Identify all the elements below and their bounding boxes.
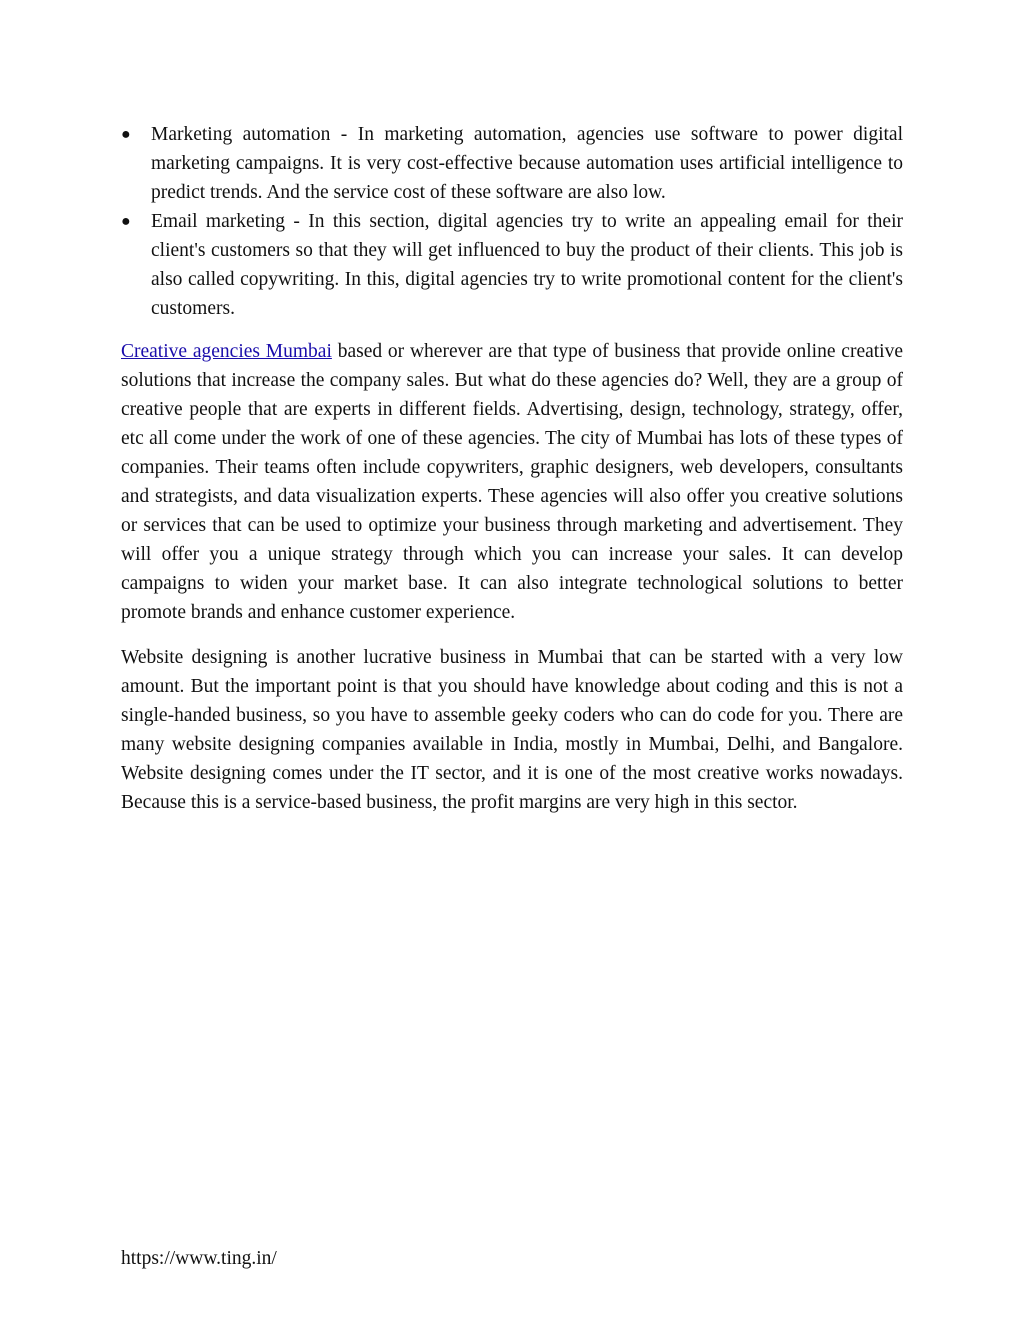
list-item [121, 207, 903, 323]
paragraph-website-designing: Website designing is another lucrative business in Mumbai that can be started with a very low amount. But the important point is that you should have knowledge about coding and this is not a single-handed business, so you have to assemble geeky coders who can do code for you. There are many website designing companies available in India, mostly in Mumbai, Delhi, and Bangalore. Website designing comes under the IT sector, and it is one of the most creative works nowadays. Because this is a service-based business, the profit margins are very high in this sector. [121, 647, 903, 813]
document-body [121, 120, 903, 817]
list-item [121, 120, 903, 207]
bullet-text-marketing-automation: Marketing automation - In marketing automation, agencies use software to power digital marketing campaigns. It is very cost-effective because automation uses artificial intelligence to predict trends. And the service cost of these software are also low. [151, 124, 903, 203]
bullet-icon: ● [121, 213, 131, 230]
bullet-icon: ● [121, 126, 131, 143]
paragraph-creative-agencies [121, 337, 903, 627]
bullet-text-email-marketing: Email marketing - In this section, digital agencies try to write an appealing email for their client's customers so that they will get influenced to buy the product of their clients. This job is also called copywriting. In this, digital agencies try to write promotional content for the client's customers. [151, 211, 903, 319]
bullet-list [121, 120, 903, 323]
footer-url: https://www.ting.in/ [121, 1248, 277, 1269]
creative-agencies-link[interactable]: Creative agencies Mumbai [121, 341, 332, 362]
paragraph-creative-agencies-text: based or wherever are that type of business that provide online creative solutions that increase the company sales. But what do these agencies do? Well, they are a group of creative people that are experts in different fields. Advertising, design, technology, strategy, offer, etc all come under the work of one of these agencies. The city of Mumbai has lots of these types of companies. Their teams often include copywriters, graphic designers, web developers, consultants and strategists, and data visualization experts. These agencies will also offer you creative solutions or services that can be used to optimize your business through marketing and advertisement. They will offer you a unique strategy through which you can increase your sales. It can develop campaigns to widen your market base. It can also integrate technological solutions to better promote brands and enhance customer experience. [121, 341, 904, 623]
